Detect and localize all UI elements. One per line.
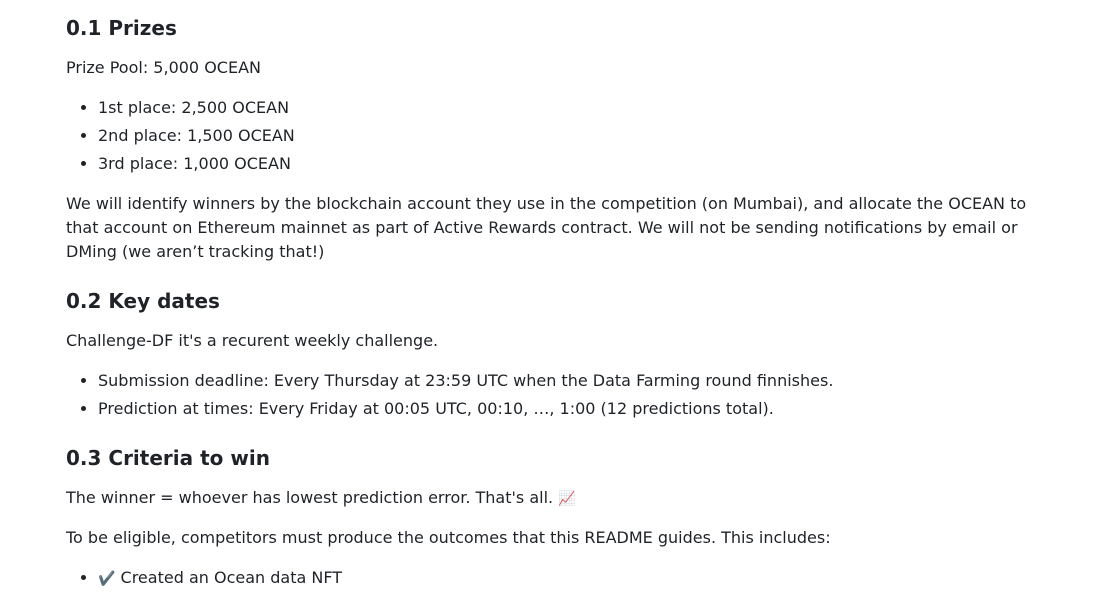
list-item: • Submission deadline: Every Thursday at 23:59 UTC when the Data Farming round finnishes. <box>98 369 833 393</box>
key-dates-intro: Challenge-DF it's a recurent weekly challenge. <box>66 331 439 350</box>
list-item: • 1st place: 2,500 OCEAN <box>98 96 295 120</box>
winner-text: The winner = whoever has lowest prediction error. That's all. <box>66 488 554 507</box>
eligibility-item-text: Created an Ocean data NFT <box>120 568 343 587</box>
list-item: • 3rd place: 1,000 OCEAN <box>98 152 295 176</box>
prizes-heading: 0.1 Prizes <box>66 16 177 40</box>
prize-list <box>66 96 295 180</box>
key-dates-heading: 0.2 Key dates <box>66 289 220 313</box>
eligibility-list <box>66 566 342 595</box>
check-mark-icon: ✔️ <box>98 571 116 587</box>
prize-pool-text: Prize Pool: 5,000 OCEAN <box>66 58 261 77</box>
list-item: • Prediction at times: Every Friday at 00:05 UTC, 00:10, …, 1:00 (12 predictions total). <box>98 397 833 421</box>
list-item: • 2nd place: 1,500 OCEAN <box>98 124 295 148</box>
prizes-note: We will identify winners by the blockchain account they use in the competition (on Mumbai), and allocate the OCEAN to that account on Ethereum mainnet as part of Active Rewards contract. We will not be sending notifications by email or DMing (we aren’t tracking that!) <box>66 194 1027 261</box>
eligibility-text: To be eligible, competitors must produce the outcomes that this README guides. This includes: <box>66 528 831 547</box>
criteria-heading: 0.3 Criteria to win <box>66 446 270 470</box>
list-item <box>98 566 342 591</box>
chart-increasing-icon: 📈 <box>558 491 576 507</box>
winner-criteria-text <box>66 486 576 511</box>
key-dates-list <box>66 369 833 425</box>
